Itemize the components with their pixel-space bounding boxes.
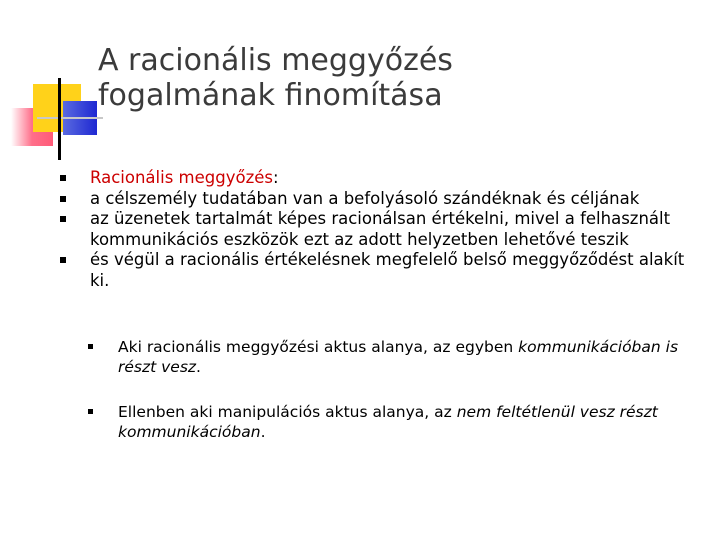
- square-bullet-icon: [88, 409, 93, 414]
- square-bullet-icon: [60, 216, 66, 222]
- sub-bullet-italic: kommunikációban is részt vesz: [118, 338, 679, 376]
- bullet-text: az üzenetek tartalmát képes racionálsan értékelni, mivel a felhasznált kommunikációs eszközök ezt az adott helyzetben lehetővé teszik: [90, 209, 671, 249]
- main-bullet-list: [58, 168, 708, 291]
- bullet-item: [58, 209, 708, 250]
- sub-bullet-end: .: [260, 423, 266, 441]
- sub-bullet-text: Aki racionális meggyőzési aktus alanya, az egyben: [118, 338, 519, 356]
- sub-bullet-end: .: [196, 358, 201, 376]
- bullet-text: és végül a racionális értékelésnek megfelelő belső meggyőződést alakít ki.: [90, 250, 685, 290]
- title-line-2: fogalmának finomítása: [98, 78, 443, 113]
- slide-title: [98, 43, 698, 113]
- sub-bullet-list: [86, 337, 696, 442]
- bullet-highlight: Racionális meggyőzés: [90, 168, 273, 187]
- decor-vertical-line: [58, 78, 61, 160]
- square-bullet-icon: [60, 196, 66, 202]
- title-line-1: A racionális meggyőzés: [98, 43, 453, 78]
- bullet-text: :: [272, 168, 279, 187]
- square-bullet-icon: [88, 344, 93, 349]
- bullet-item: [58, 168, 708, 189]
- decor-horizontal-line: [37, 117, 103, 119]
- square-bullet-icon: [60, 257, 66, 263]
- sub-bullet-text: Ellenben aki manipulációs aktus alanya, az: [118, 403, 457, 421]
- sub-bullet-item: [86, 402, 696, 442]
- sub-bullet-item: [86, 337, 696, 377]
- square-bullet-icon: [60, 175, 66, 181]
- bullet-item: [58, 189, 708, 210]
- sub-bullet-italic: nem feltétlenül vesz részt kommunikációban: [118, 403, 658, 441]
- bullet-item: [58, 250, 708, 291]
- bullet-text: a célszemély tudatában van a befolyásoló szándéknak és céljának: [90, 188, 640, 208]
